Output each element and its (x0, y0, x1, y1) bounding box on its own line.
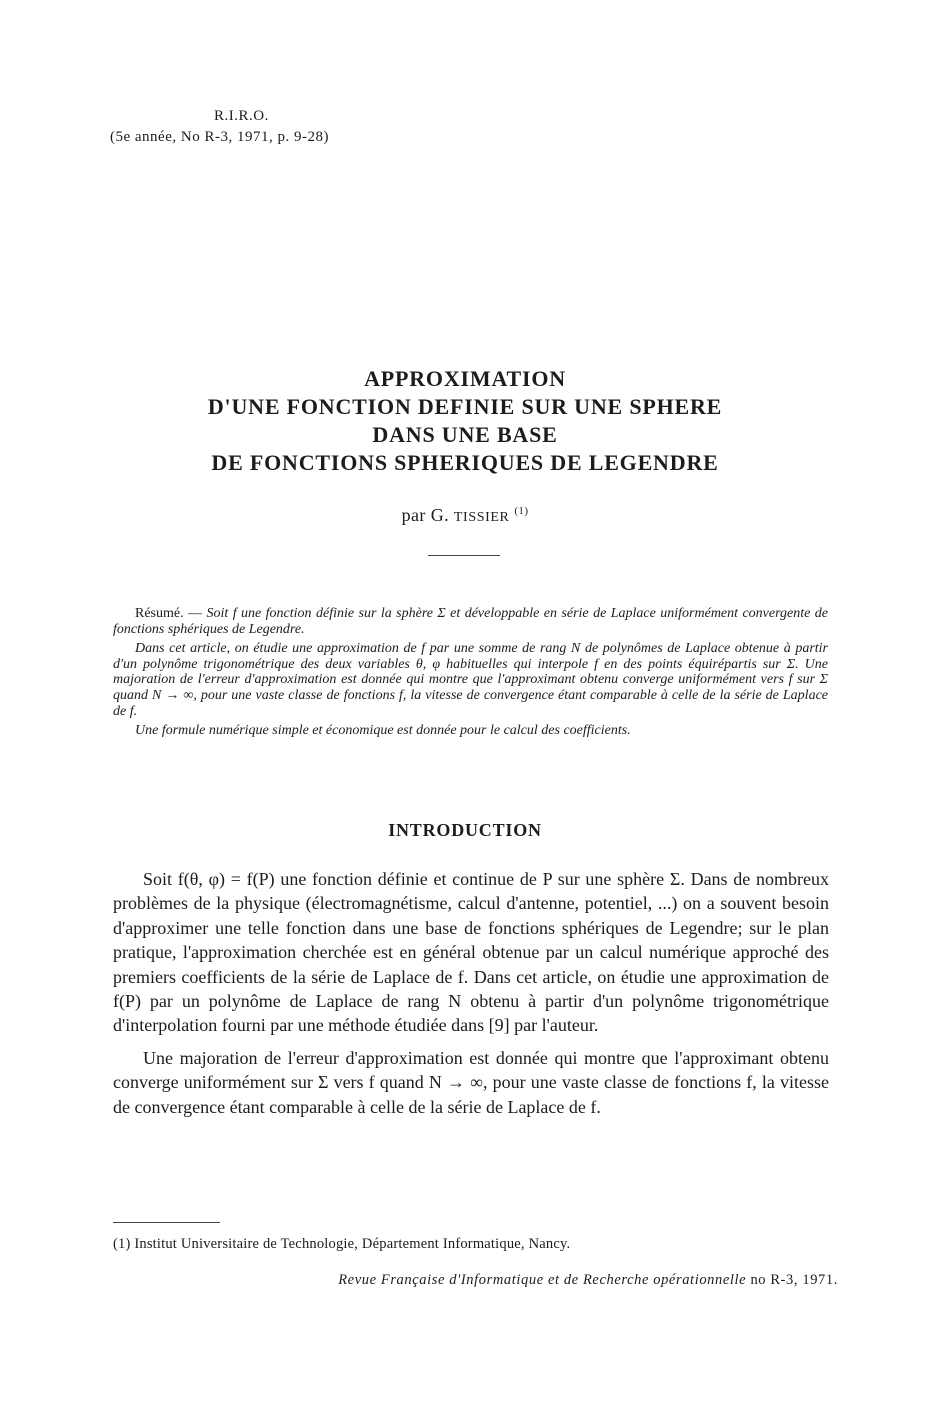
title-line-4: DE FONCTIONS SPHERIQUES DE LEGENDRE (211, 450, 719, 475)
footnote-text: Institut Universitaire de Technologie, Département Informatique, Nancy. (134, 1236, 571, 1252)
body-text (113, 867, 829, 1127)
journal-issue: no R-3, 1971. (750, 1272, 838, 1288)
journal-footer (218, 1272, 838, 1289)
author-footnote-ref: (1) (514, 505, 529, 517)
journal-header (110, 106, 410, 148)
footnote-mark: (1) (113, 1236, 131, 1252)
abstract-paragraph-1 (113, 606, 828, 637)
title-line-3: DANS UNE BASE (372, 422, 558, 447)
title-separator (428, 555, 500, 556)
abstract-paragraph-2: Dans cet article, on étudie une approximation de f par une somme de rang N de polynômes de Laplace obtenue à partir d'un polynôme trigonométrique des deux variables θ, φ habituelles qui interpole f en des points équirépartis sur Σ. Une majoration de l'erreur d'approximation est donnée qui montre que l'approximant obtenu converge uniformément vers f sur Σ quand N → ∞, pour une vaste classe de fonctions f, la vitesse de convergence étant comparable à celle de la série de Laplace de f. (113, 641, 828, 719)
issue-info: (5e année, No R-3, 1971, p. 9-28) (110, 129, 329, 145)
body-paragraph-1: Soit f(θ, φ) = f(P) une fonction définie et continue de P sur une sphère Σ. Dans de nombreux problèmes de la physique (électromagnétisme, calcul d'antenne, potentiel, ...) on a souvent besoin d'approximer une telle fonction dans une base de fonctions sphériques de Legendre; sur le plan pratique, l'approximation cherchée est en général obtenue par un calcul numérique approché des premiers coefficients de la série de Laplace de f. Dans cet article, on étudie une approximation de f(P) par un polynôme de Laplace de rang N obtenu à partir d'un polynôme trigonométrique d'interpolation fourni par une méthode étudiée dans [9] par l'auteur. (113, 869, 829, 1036)
abstract-text-1: Soit f une fonction définie sur la sphère Σ et développable en série de Laplace uniformément convergente de fonctions sphériques de Legendre. (113, 606, 829, 637)
author-prefix: par G. (401, 505, 449, 525)
title-line-2: D'UNE FONCTION DEFINIE SUR UNE SPHERE (207, 394, 723, 419)
paper-title (0, 365, 930, 477)
title-line-1: APPROXIMATION (364, 366, 566, 391)
section-heading: INTRODUCTION (388, 820, 542, 840)
journal-acronym: R.I.R.O. (214, 108, 269, 124)
abstract-label: Résumé. — (135, 606, 203, 621)
journal-name: Revue Française d'Informatique et de Recherche opérationnelle (338, 1272, 747, 1288)
author-line (0, 505, 930, 526)
footnote-rule (113, 1222, 220, 1223)
abstract-paragraph-3: Une formule numérique simple et économique est donnée pour le calcul des coefficients. (135, 723, 631, 739)
footnote (113, 1236, 813, 1253)
abstract (113, 606, 828, 743)
author-name: TISSIER (453, 510, 510, 525)
body-paragraph-2: Une majoration de l'erreur d'approximation est donnée qui montre que l'approximant obtenu converge uniformément sur Σ vers f quand N → ∞, pour une vaste classe de fonctions f, la vitesse de convergence étant comparable à celle de la série de Laplace de f. (113, 1047, 829, 1117)
